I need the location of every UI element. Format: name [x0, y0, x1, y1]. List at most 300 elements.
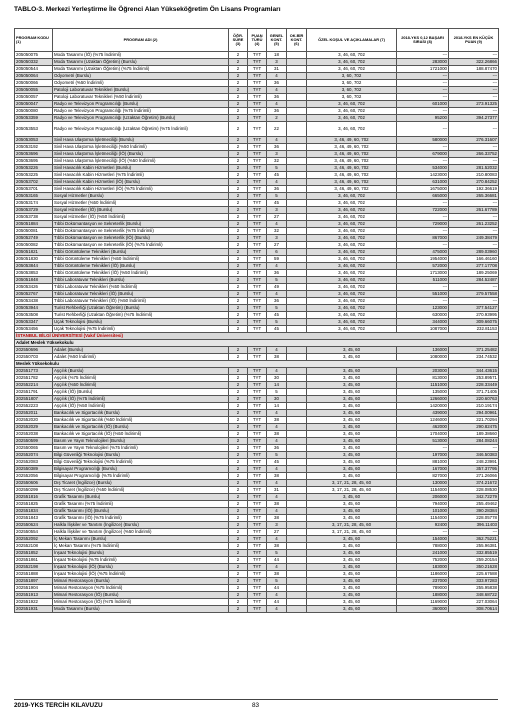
general-quota-cell: 44 — [267, 557, 287, 564]
table-row — [15, 221, 499, 228]
success-rank-cell: 1246000 — [397, 417, 449, 424]
table-row — [15, 186, 499, 193]
conditions-cell: 3, 46, 60, 702 — [307, 207, 397, 214]
score-type-cell: TYT — [248, 200, 267, 207]
school-first-quota-cell — [287, 529, 307, 536]
success-rank-cell: 679000 — [397, 151, 449, 158]
score-type-cell: TYT — [248, 228, 267, 235]
conditions-cell: 3, 17, 21, 28, 45, 60 — [307, 487, 397, 494]
table-row — [15, 158, 499, 165]
duration-cell: 2 — [229, 115, 248, 122]
score-type-cell: TYT — [248, 452, 267, 459]
program-name-cell: Sivil Havacılık Kabin Hizmetleri (%75 İndirimli) — [53, 172, 229, 179]
conditions-cell: 3, 60, 702 — [307, 87, 397, 94]
score-type-cell: TYT — [248, 312, 267, 319]
school-first-quota-cell — [287, 564, 307, 571]
conditions-cell: 3, 45, 60 — [307, 599, 397, 606]
score-type-cell: TYT — [248, 466, 267, 473]
general-quota-cell: 32 — [267, 158, 287, 165]
min-score-cell: 277.17708 — [449, 263, 499, 270]
program-code-cell: 205053702 — [15, 179, 53, 186]
program-name-cell: Tıbbi Laboratuvar Teknikleri (Burslu) — [53, 277, 229, 284]
program-name-cell: Tıbbi Dokümantasyon ve Sekreterlik (İÖ) (Burslu) — [53, 235, 229, 242]
program-code-cell: 205053701 — [15, 186, 53, 193]
school-first-quota-cell — [287, 172, 307, 179]
min-score-cell: 342.72279 — [449, 494, 499, 501]
success-rank-cell: 154000 — [397, 536, 449, 543]
program-name-cell: Sivil Hava Ulaştırma İşletmeciliği (İÖ) (%50 İndirimli) — [53, 158, 229, 165]
min-score-cell: --- — [449, 87, 499, 94]
program-name-cell: Tıbbi Görüntüleme Teknikleri (İÖ) (%50 İndirimli) — [53, 270, 229, 277]
school-first-quota-cell — [287, 543, 307, 550]
table-row — [15, 108, 499, 115]
general-quota-cell: 45 — [267, 326, 287, 333]
general-quota-cell: 4 — [267, 480, 287, 487]
conditions-cell: 3, 46, 60, 702 — [307, 122, 397, 137]
table-row — [15, 87, 499, 94]
program-name-cell: Aşçılık (Burslu) — [53, 368, 229, 375]
school-first-quota-cell — [287, 284, 307, 291]
program-name-cell: Grafik Tasarımı (%75 İndirimli) — [53, 501, 229, 508]
table-row — [15, 207, 499, 214]
success-rank-cell: --- — [397, 284, 449, 291]
program-code-cell: 202551782 — [15, 375, 53, 382]
program-name-cell: Moda Tasarımı (Uzaktan Öğretim) (Burslu) — [53, 59, 229, 66]
table-row — [15, 52, 499, 59]
header-program-code: PROGRAM KODU (1) — [15, 29, 53, 52]
program-code-cell: 205052749 — [15, 235, 53, 242]
min-score-cell: --- — [449, 200, 499, 207]
table-row — [15, 557, 499, 564]
program-name-cell: Mimari Restorasyon (Burslu) — [53, 578, 229, 585]
conditions-cell: 3, 17, 21, 28, 45, 60 — [307, 529, 397, 536]
score-type-cell: TYT — [248, 73, 267, 80]
header-success-rank: 2018-YKS 0,12 BAŞARI SIRASI (8) — [397, 29, 449, 52]
success-rank-cell: 630000 — [397, 312, 449, 319]
table-row — [15, 172, 499, 179]
program-code-cell: 202550703 — [15, 354, 53, 361]
general-quota-cell: 3 — [267, 207, 287, 214]
school-first-quota-cell — [287, 137, 307, 144]
conditions-cell: 3, 45, 60 — [307, 606, 397, 613]
general-quota-cell: 6 — [267, 249, 287, 256]
success-rank-cell: --- — [397, 298, 449, 305]
program-name-cell: Radyo ve Televizyon Programcılığı (Burslu) — [53, 101, 229, 108]
program-code-cell: 202552020 — [15, 417, 53, 424]
score-type-cell: TYT — [248, 354, 267, 361]
table-row — [15, 529, 499, 536]
min-score-cell: 284.52487 — [449, 277, 499, 284]
min-score-cell: 273.91325 — [449, 101, 499, 108]
program-code-cell: 205053053 — [15, 137, 53, 144]
school-first-quota-cell — [287, 101, 307, 108]
program-name-cell: Tıbbi Görüntüleme Teknikleri (%50 İndirimli) — [53, 256, 229, 263]
header-score-type: PUAN TÜRÜ (4) — [248, 29, 267, 52]
program-code-cell: 205053508 — [15, 312, 53, 319]
min-score-cell: 228.08530 — [449, 487, 499, 494]
duration-cell: 2 — [229, 529, 248, 536]
school-first-quota-cell — [287, 466, 307, 473]
min-score-cell: 309.66075 — [449, 319, 499, 326]
table-row — [15, 410, 499, 417]
program-code-cell: 202550299 — [15, 487, 53, 494]
school-header-label: Meslek Yüksekokulu — [15, 361, 499, 368]
school-first-quota-cell — [287, 438, 307, 445]
program-name-cell: Patoloji Laboratuvar Teknikleri (Burslu) — [53, 87, 229, 94]
program-name-cell: Bankacılık ve Sigortacılık (Burslu) — [53, 410, 229, 417]
program-code-cell: 205053553 — [15, 122, 53, 137]
general-quota-cell: 4 — [267, 221, 287, 228]
general-quota-cell: 5 — [267, 389, 287, 396]
conditions-cell: 3, 46, 49, 60, 702 — [307, 137, 397, 144]
success-rank-cell: 789000 — [397, 585, 449, 592]
score-type-cell: TYT — [248, 66, 267, 73]
score-type-cell: TYT — [248, 305, 267, 312]
table-row — [15, 80, 499, 87]
conditions-cell: 3, 45, 60 — [307, 347, 397, 354]
conditions-cell: 3, 46, 49, 60, 702 — [307, 151, 397, 158]
school-first-quota-cell — [287, 319, 307, 326]
program-name-cell: İç Mekan Tasarımı (%75 İndirimli) — [53, 543, 229, 550]
duration-cell: 2 — [229, 466, 248, 473]
program-name-cell: İnşaat Teknolojisi (%75 İndirimli) — [53, 557, 229, 564]
school-first-quota-cell — [287, 389, 307, 396]
min-score-cell: --- — [449, 73, 499, 80]
program-name-cell: Radyo ve Televizyon Programcılığı (%75 İndirimli) — [53, 108, 229, 115]
general-quota-cell: 27 — [267, 214, 287, 221]
program-name-cell: Sivil Hava Ulaştırma İşletmeciliği (İÖ) (Burslu) — [53, 151, 229, 158]
school-first-quota-cell — [287, 193, 307, 200]
conditions-cell: 3, 45, 60 — [307, 466, 397, 473]
conditions-cell: 3, 46, 60, 702 — [307, 305, 397, 312]
school-first-quota-cell — [287, 445, 307, 452]
score-type-cell: TYT — [248, 256, 267, 263]
success-rank-cell: 551000 — [397, 291, 449, 298]
general-quota-cell: 4 — [267, 263, 287, 270]
program-name-cell: Bilgi Güvenliği Teknolojisi (%75 İndirimli) — [53, 459, 229, 466]
school-first-quota-cell — [287, 452, 307, 459]
program-name-cell: Sosyal Hizmetler (Burslu) — [53, 193, 229, 200]
general-quota-cell: 36 — [267, 94, 287, 101]
school-first-quota-cell — [287, 606, 307, 613]
conditions-cell: 3, 45, 60 — [307, 592, 397, 599]
conditions-cell: 3, 46, 60, 702 — [307, 66, 397, 73]
program-name-cell: Tıbbi Görüntüleme Teknikleri (Burslu) — [53, 249, 229, 256]
general-quota-cell: 4 — [267, 347, 287, 354]
school-first-quota-cell — [287, 431, 307, 438]
min-score-cell: 234.74532 — [449, 354, 499, 361]
school-first-quota-cell — [287, 494, 307, 501]
duration-cell: 2 — [229, 200, 248, 207]
duration-cell: 2 — [229, 515, 248, 522]
success-rank-cell: 729000 — [397, 221, 449, 228]
general-quota-cell: 5 — [267, 578, 287, 585]
min-score-cell: 332.85519 — [449, 550, 499, 557]
success-rank-cell: 237000 — [397, 578, 449, 585]
program-name-cell: Bankacılık ve Sigortacılık (İÖ) (Burslu) — [53, 424, 229, 431]
success-rank-cell: 439000 — [397, 410, 449, 417]
program-code-cell: 205053426 — [15, 284, 53, 291]
duration-cell: 2 — [229, 242, 248, 249]
general-quota-cell: 4 — [267, 291, 287, 298]
general-quota-cell: 36 — [267, 270, 287, 277]
program-code-cell: 205053438 — [15, 298, 53, 305]
school-first-quota-cell — [287, 410, 307, 417]
duration-cell: 2 — [229, 298, 248, 305]
program-code-cell: 205050082 — [15, 242, 53, 249]
duration-cell: 2 — [229, 270, 248, 277]
duration-cell: 2 — [229, 410, 248, 417]
min-score-cell: --- — [449, 52, 499, 59]
school-first-quota-cell — [287, 59, 307, 66]
success-rank-cell: 1151000 — [397, 382, 449, 389]
table-row — [15, 94, 499, 101]
page-title: TABLO-3. Merkezi Yerleştirme İle Öğrenci Alan Yükseköğretim Ön Lisans Programları — [14, 6, 281, 13]
success-rank-cell: 241000 — [397, 550, 449, 557]
conditions-cell: 3, 46, 60, 702 — [307, 319, 397, 326]
duration-cell: 2 — [229, 235, 248, 242]
table-row — [15, 438, 499, 445]
program-code-cell: 202551816 — [15, 494, 53, 501]
success-rank-cell: 580000 — [397, 137, 449, 144]
school-first-quota-cell — [287, 396, 307, 403]
school-first-quota-cell — [287, 115, 307, 122]
school-first-quota-cell — [287, 186, 307, 193]
program-name-cell: Mimari Restorasyon (%75 İndirimli) — [53, 585, 229, 592]
conditions-cell: 3, 45, 60 — [307, 550, 397, 557]
general-quota-cell: 38 — [267, 515, 287, 522]
program-code-cell: 202550389 — [15, 466, 53, 473]
general-quota-cell: 36 — [267, 144, 287, 151]
conditions-cell: 3, 46, 60, 702 — [307, 284, 397, 291]
general-quota-cell: 49 — [267, 284, 287, 291]
program-name-cell: Bilgi Güvenliği Teknolojisi (Burslu) — [53, 452, 229, 459]
school-first-quota-cell — [287, 522, 307, 529]
school-first-quota-cell — [287, 263, 307, 270]
duration-cell: 2 — [229, 431, 248, 438]
duration-cell: 2 — [229, 207, 248, 214]
success-rank-cell: 1713000 — [397, 270, 449, 277]
school-first-quota-cell — [287, 487, 307, 494]
conditions-cell: 3, 60, 702 — [307, 94, 397, 101]
school-first-quota-cell — [287, 354, 307, 361]
program-code-cell: 202551897 — [15, 578, 53, 585]
program-code-cell: 202551843 — [15, 515, 53, 522]
score-type-cell: TYT — [248, 417, 267, 424]
score-type-cell: TYT — [248, 606, 267, 613]
header-duration: ÖĞR. SÜRE (3) — [229, 29, 248, 52]
general-quota-cell: 5 — [267, 193, 287, 200]
score-type-cell: TYT — [248, 543, 267, 550]
general-quota-cell: 4 — [267, 179, 287, 186]
conditions-cell: 3, 45, 60 — [307, 438, 397, 445]
conditions-cell: 3, 46, 60, 702 — [307, 249, 397, 256]
program-code-cell: 202551791 — [15, 389, 53, 396]
min-score-cell: 210.19174 — [449, 403, 499, 410]
general-quota-cell: 36 — [267, 108, 287, 115]
program-code-cell: 205051884 — [15, 221, 53, 228]
min-score-cell: --- — [449, 158, 499, 165]
program-code-cell: 205050080 — [15, 108, 53, 115]
success-rank-cell: --- — [397, 200, 449, 207]
conditions-cell: 3, 46, 60, 702 — [307, 270, 397, 277]
program-name-cell: Sosyal Hizmetler (İÖ) (Burslu) — [53, 207, 229, 214]
score-type-cell: TYT — [248, 459, 267, 466]
general-quota-cell: 3 — [267, 235, 287, 242]
min-score-cell: 362.75221 — [449, 536, 499, 543]
duration-cell: 2 — [229, 158, 248, 165]
program-code-cell: 202552083 — [15, 459, 53, 466]
table-row — [15, 417, 499, 424]
success-rank-cell: 1080000 — [397, 354, 449, 361]
score-type-cell: TYT — [248, 101, 267, 108]
conditions-cell: 3, 60, 702 — [307, 80, 397, 87]
success-rank-cell: --- — [397, 108, 449, 115]
school-first-quota-cell — [287, 599, 307, 606]
table-row — [15, 200, 499, 207]
conditions-cell: 3, 45, 60 — [307, 501, 397, 508]
conditions-cell: 3, 46, 49, 60, 702 — [307, 172, 397, 179]
school-first-quota-cell — [287, 424, 307, 431]
score-type-cell: TYT — [248, 375, 267, 382]
general-quota-cell: 4 — [267, 536, 287, 543]
general-quota-cell: 44 — [267, 599, 287, 606]
program-name-cell: Tıbbi Dokümantasyon ve Sekreterlik (İÖ) (%75 İndirimli) — [53, 242, 229, 249]
general-quota-cell: 5 — [267, 277, 287, 284]
program-code-cell: 205053944 — [15, 305, 53, 312]
program-code-cell: 202551913 — [15, 592, 53, 599]
score-type-cell: TYT — [248, 87, 267, 94]
min-score-cell: 255.95838 — [449, 585, 499, 592]
success-rank-cell: 360000 — [397, 606, 449, 613]
score-type-cell: TYT — [248, 599, 267, 606]
duration-cell: 2 — [229, 494, 248, 501]
school-first-quota-cell — [287, 122, 307, 137]
conditions-cell: 3, 45, 60 — [307, 417, 397, 424]
min-score-cell: 279.57558 — [449, 291, 499, 298]
table-row — [15, 242, 499, 249]
school-first-quota-cell — [287, 508, 307, 515]
general-quota-cell: 4 — [267, 424, 287, 431]
duration-cell: 2 — [229, 263, 248, 270]
success-rank-cell: 813000 — [397, 375, 449, 382]
success-rank-cell: 136000 — [397, 347, 449, 354]
score-type-cell: TYT — [248, 115, 267, 122]
table-row — [15, 122, 499, 137]
duration-cell: 2 — [229, 87, 248, 94]
success-rank-cell: 1154000 — [397, 487, 449, 494]
program-code-cell: 205050544 — [15, 66, 53, 73]
general-quota-cell: 31 — [267, 487, 287, 494]
conditions-cell: 3, 17, 21, 28, 45, 60 — [307, 480, 397, 487]
min-score-cell: 253.89571 — [449, 375, 499, 382]
min-score-cell: 371.71405 — [449, 389, 499, 396]
success-rank-cell: 601000 — [397, 101, 449, 108]
program-code-cell: 202551904 — [15, 585, 53, 592]
table-row — [15, 494, 499, 501]
program-name-cell: Adalet (Burslu) — [53, 347, 229, 354]
program-name-cell: Turist Rehberliği (Uzaktan Öğretim) (Burslu) — [53, 305, 229, 312]
duration-cell: 2 — [229, 557, 248, 564]
program-name-cell: Aşçılık (İÖ) (%50 İndirimli) — [53, 403, 229, 410]
program-code-cell: 202551834 — [15, 508, 53, 515]
program-code-cell: 202551922 — [15, 599, 53, 606]
program-name-cell: Aşçılık (%75 İndirimli) — [53, 375, 229, 382]
min-score-cell: 346.50383 — [449, 452, 499, 459]
score-type-cell: TYT — [248, 382, 267, 389]
program-name-cell: Dış Ticaret (İngilizce) (%50 İndirimli) — [53, 487, 229, 494]
program-name-cell: Bilgisayar Programcılığı (Burslu) — [53, 466, 229, 473]
duration-cell: 2 — [229, 424, 248, 431]
conditions-cell: 3, 46, 60, 702 — [307, 228, 397, 235]
duration-cell: 2 — [229, 445, 248, 452]
program-code-cell: 202552074 — [15, 452, 53, 459]
score-type-cell: TYT — [248, 249, 267, 256]
success-rank-cell: 344000 — [397, 319, 449, 326]
table-row — [15, 214, 499, 221]
table-row — [15, 508, 499, 515]
score-type-cell: TYT — [248, 270, 267, 277]
table-row — [15, 459, 499, 466]
success-rank-cell: 1087000 — [397, 326, 449, 333]
program-name-cell: Sosyal Hizmetler (%50 İndirimli) — [53, 200, 229, 207]
score-type-cell: TYT — [248, 403, 267, 410]
duration-cell: 2 — [229, 578, 248, 585]
table-row — [15, 375, 499, 382]
success-rank-cell: 827000 — [397, 473, 449, 480]
conditions-cell: 3, 45, 60 — [307, 403, 397, 410]
min-score-cell: 322.26866 — [449, 59, 499, 66]
success-rank-cell: 203000 — [397, 368, 449, 375]
school-first-quota-cell — [287, 80, 307, 87]
conditions-cell: 3, 46, 49, 60, 702 — [307, 144, 397, 151]
conditions-cell: 3, 46, 60, 702 — [307, 193, 397, 200]
min-score-cell: 284.08244 — [449, 438, 499, 445]
table-row — [15, 396, 499, 403]
conditions-cell: 3, 46, 60, 702 — [307, 115, 397, 122]
university-header — [15, 333, 499, 340]
conditions-cell: 3, 45, 60 — [307, 452, 397, 459]
conditions-cell: 3, 45, 60 — [307, 557, 397, 564]
success-rank-cell: --- — [397, 73, 449, 80]
general-quota-cell: 4 — [267, 73, 287, 80]
conditions-cell: 3, 45, 60 — [307, 515, 397, 522]
score-type-cell: TYT — [248, 122, 267, 137]
min-score-cell: 289.03960 — [449, 249, 499, 256]
general-quota-cell: 4 — [267, 494, 287, 501]
program-name-cell: Moda Tasarımı (İÖ) (%75 İndirimli) — [53, 52, 229, 59]
success-rank-cell: --- — [397, 158, 449, 165]
min-score-cell: 371.25482 — [449, 347, 499, 354]
general-quota-cell: 4 — [267, 508, 287, 515]
table-row — [15, 382, 499, 389]
general-quota-cell: 31 — [267, 66, 287, 73]
duration-cell: 2 — [229, 291, 248, 298]
school-first-quota-cell — [287, 557, 307, 564]
table-row — [15, 571, 499, 578]
general-quota-cell: 3 — [267, 59, 287, 66]
page-footer — [14, 701, 498, 713]
table-row — [15, 284, 499, 291]
conditions-cell: 3, 45, 60 — [307, 543, 397, 550]
table-row — [15, 522, 499, 529]
school-first-quota-cell — [287, 179, 307, 186]
min-score-cell: --- — [449, 284, 499, 291]
score-type-cell: TYT — [248, 424, 267, 431]
min-score-cell: 221.70294 — [449, 417, 499, 424]
score-type-cell: TYT — [248, 193, 267, 200]
table-header-row — [15, 29, 499, 52]
